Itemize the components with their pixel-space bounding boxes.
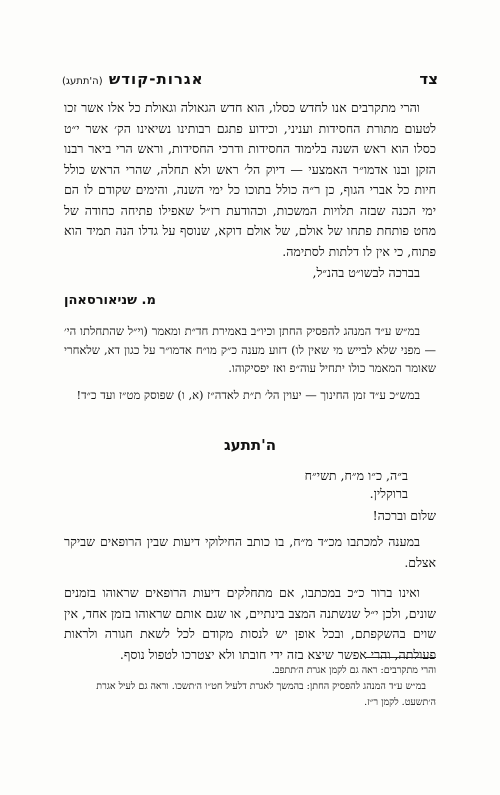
running-title	[62, 70, 204, 88]
letter-paragraph: ואינו ברור כ״כ במכתבו, אם מתחלקים דיעות הרופאים שראוהו בזמנים שונים, ולכן י״ל שנשתנה המצב בינתיים, או שגם אותם שראוהו בזמן אחד, אין שוים בהשקפתם, ובכל אופן יש לנסות מקודם לכל לשאת חגורה ולראות פעולתה, והרי אפשר שיצא בזה ידי חובתו ולא יצטרכו לטפול נוסף.	[64, 585, 436, 662]
note-paragraph: במש״כ ע״ד זמן החינוך — יעוין הל׳ ת״ת לאדה״ז (א, ו) שפוסק מט״ז ועד כ״ד!	[76, 387, 420, 402]
previous-letter-paragraph: והרי מתקרבים אנו לחדש כסלו, הוא חדש הגאולה וגאולת כל אלו אשר זכו לטעום מתורת החסידות ועניני, וכידוע פתגם רבותינו נשיאינו הק׳ אשר י״ט כסלו הוא ראש השנה בלימוד החסידות ודרכי החסידות, וראש הרי ביאר רבנו הזקן ובנו אדמו״ר האמצעי — דיוק הל׳ ראש ולא תחלה, שהרי הראש כולל חיות כל אברי הגוף, כן ר״ה כולל בתוכו כל ימי השנה, והימים שקודם לו הם ימי הכנה שבזה תלויות המשכות, וכהודעת רז״ל שאפילו פתיחה כחודה של מחט פותחת פתחו של אולם, של אולם דוקא, שנוסף על גדלו הנה תמיד הוא פתוח, כי אין לו דלתות לסתימה.	[64, 100, 436, 259]
running-title-text: אגרות-קודש	[108, 70, 204, 88]
letter-body	[64, 532, 436, 665]
letter-heading: ה'תתעג	[223, 436, 277, 454]
letter-place: ברוקלין.	[369, 486, 408, 501]
previous-letter-body	[64, 98, 436, 262]
notes-block	[64, 322, 436, 404]
letter-dateline	[305, 467, 408, 503]
page-header	[62, 70, 438, 90]
footnote: והרי מתקרבים: ראה גם לקמן אגרת ה׳תתפב.	[271, 665, 436, 676]
letter-date: ב״ה, כ״ו מ״ח, תשי״ח	[304, 468, 408, 483]
running-title-year: (ה'תתעג)	[62, 76, 103, 87]
note-paragraph: במ״ש ע״ד המנהג להפסיק החתן וכיו״ב באמירת חד״ת ומאמר (וי״ל שהתחלתו הי׳ — מפני שלא לבייש מי שאין לו) דזוע מענה כ״ק מו״ח אדמו״ר על כגון דא, שלאחרי שאומר המאמר כולו יתחיל עוה״פ ואז יפסיקוהו.	[64, 324, 436, 375]
letter-paragraph: במענה למכתבו מכ״ד מ״ח, בו כותב החילוקי דיעות שבין הרופאים שביקר אצלם.	[64, 534, 436, 570]
letter-greeting: שלום וברכה!	[372, 508, 436, 523]
footnote: במ״ש ע״ד המנהג להפסיק החתן: בהמשך לאגרת דלעיל חט״ו ה׳תשכו. וראה גם לעיל אגרת ה׳תשעט. לקמן ר״ז.	[96, 681, 436, 708]
footnotes	[64, 663, 436, 711]
page-number: צד	[419, 70, 438, 88]
signature: מ. שניאורסאהן	[64, 293, 156, 308]
footnote-divider	[366, 657, 436, 658]
closing-line: בברכה לבשו״ט בהנ״ל,	[312, 265, 420, 280]
